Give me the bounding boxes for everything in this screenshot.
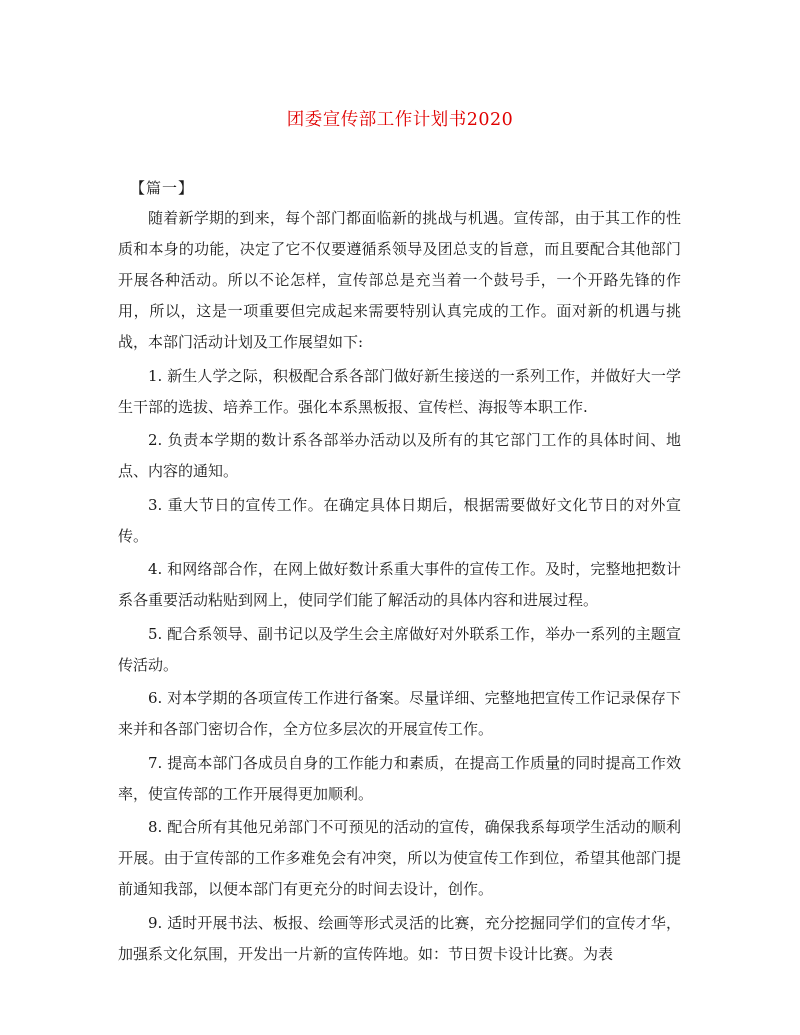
document-title: 团委宣传部工作计划书2020	[286, 110, 514, 130]
paragraph-item-4: 4. 和网络部合作，在网上做好数计系重大事件的宣传工作。及时，完整地把数计系各重要活动粘贴到网上，使同学们能了解活动的具体内容和进展过程。	[118, 560, 681, 609]
document-body	[118, 203, 681, 970]
paragraph-item-5: 5. 配合系领导、副书记以及学生会主席做好对外联系工作，举办一系列的主题宣传活动。	[118, 624, 681, 674]
paragraph-item-3: 3. 重大节日的宣传工作。在确定具体日期后，根据需要做好文化节日的对外宣传。	[118, 495, 681, 545]
paragraph-item-8: 8. 配合所有其他兄弟部门不可预见的活动的宣传，确保我系每项学生活动的顺利开展。由于宣传部的工作多难免会有冲突，所以为使宣传工作到位，希望其他部门提前通知我部，以便本部门有更充分的时间去设计，创作。	[118, 818, 681, 898]
paragraph-item-2: 2. 负责本学期的数计系各部举办活动以及所有的其它部门工作的具体时间、地点、内容的通知。	[118, 431, 681, 480]
section-label: 【篇一】	[130, 179, 195, 197]
paragraph-item-1: 1. 新生人学之际，积极配合系各部门做好新生接送的一系列工作，并做好大一学生干部的选拔、培养工作。强化本系黑板报、宣传栏、海报等本职工作.	[118, 366, 681, 416]
paragraph-item-7: 7. 提高本部门各成员自身的工作能力和素质，在提高工作质量的同时提高工作效率，使宣传部的工作开展得更加顺利。	[118, 753, 681, 803]
paragraph-intro: 随着新学期的到来，每个部门都面临新的挑战与机遇。宣传部，由于其工作的性质和本身的功能，决定了它不仅要遵循系领导及团总支的旨意，而且要配合其他部门开展各种活动。所以不论怎样，宣传部总是充当着一个鼓号手，一个开路先锋的作用，所以，这是一项重要但完成起来需要特别认真完成的工作。面对新的机遇与挑战，本部门活动计划及工作展望如下:	[118, 209, 681, 351]
paragraph-item-6: 6. 对本学期的各项宣传工作进行备案。尽量详细、完整地把宣传工作记录保存下来并和各部门密切合作，全方位多层次的开展宣传工作。	[118, 689, 681, 738]
paragraph-item-9: 9. 适时开展书法、板报、绘画等形式灵活的比赛，充分挖掘同学们的宣传才华，加强系文化氛围，开发出一片新的宣传阵地。如：节日贺卡设计比赛。为表	[118, 913, 681, 963]
